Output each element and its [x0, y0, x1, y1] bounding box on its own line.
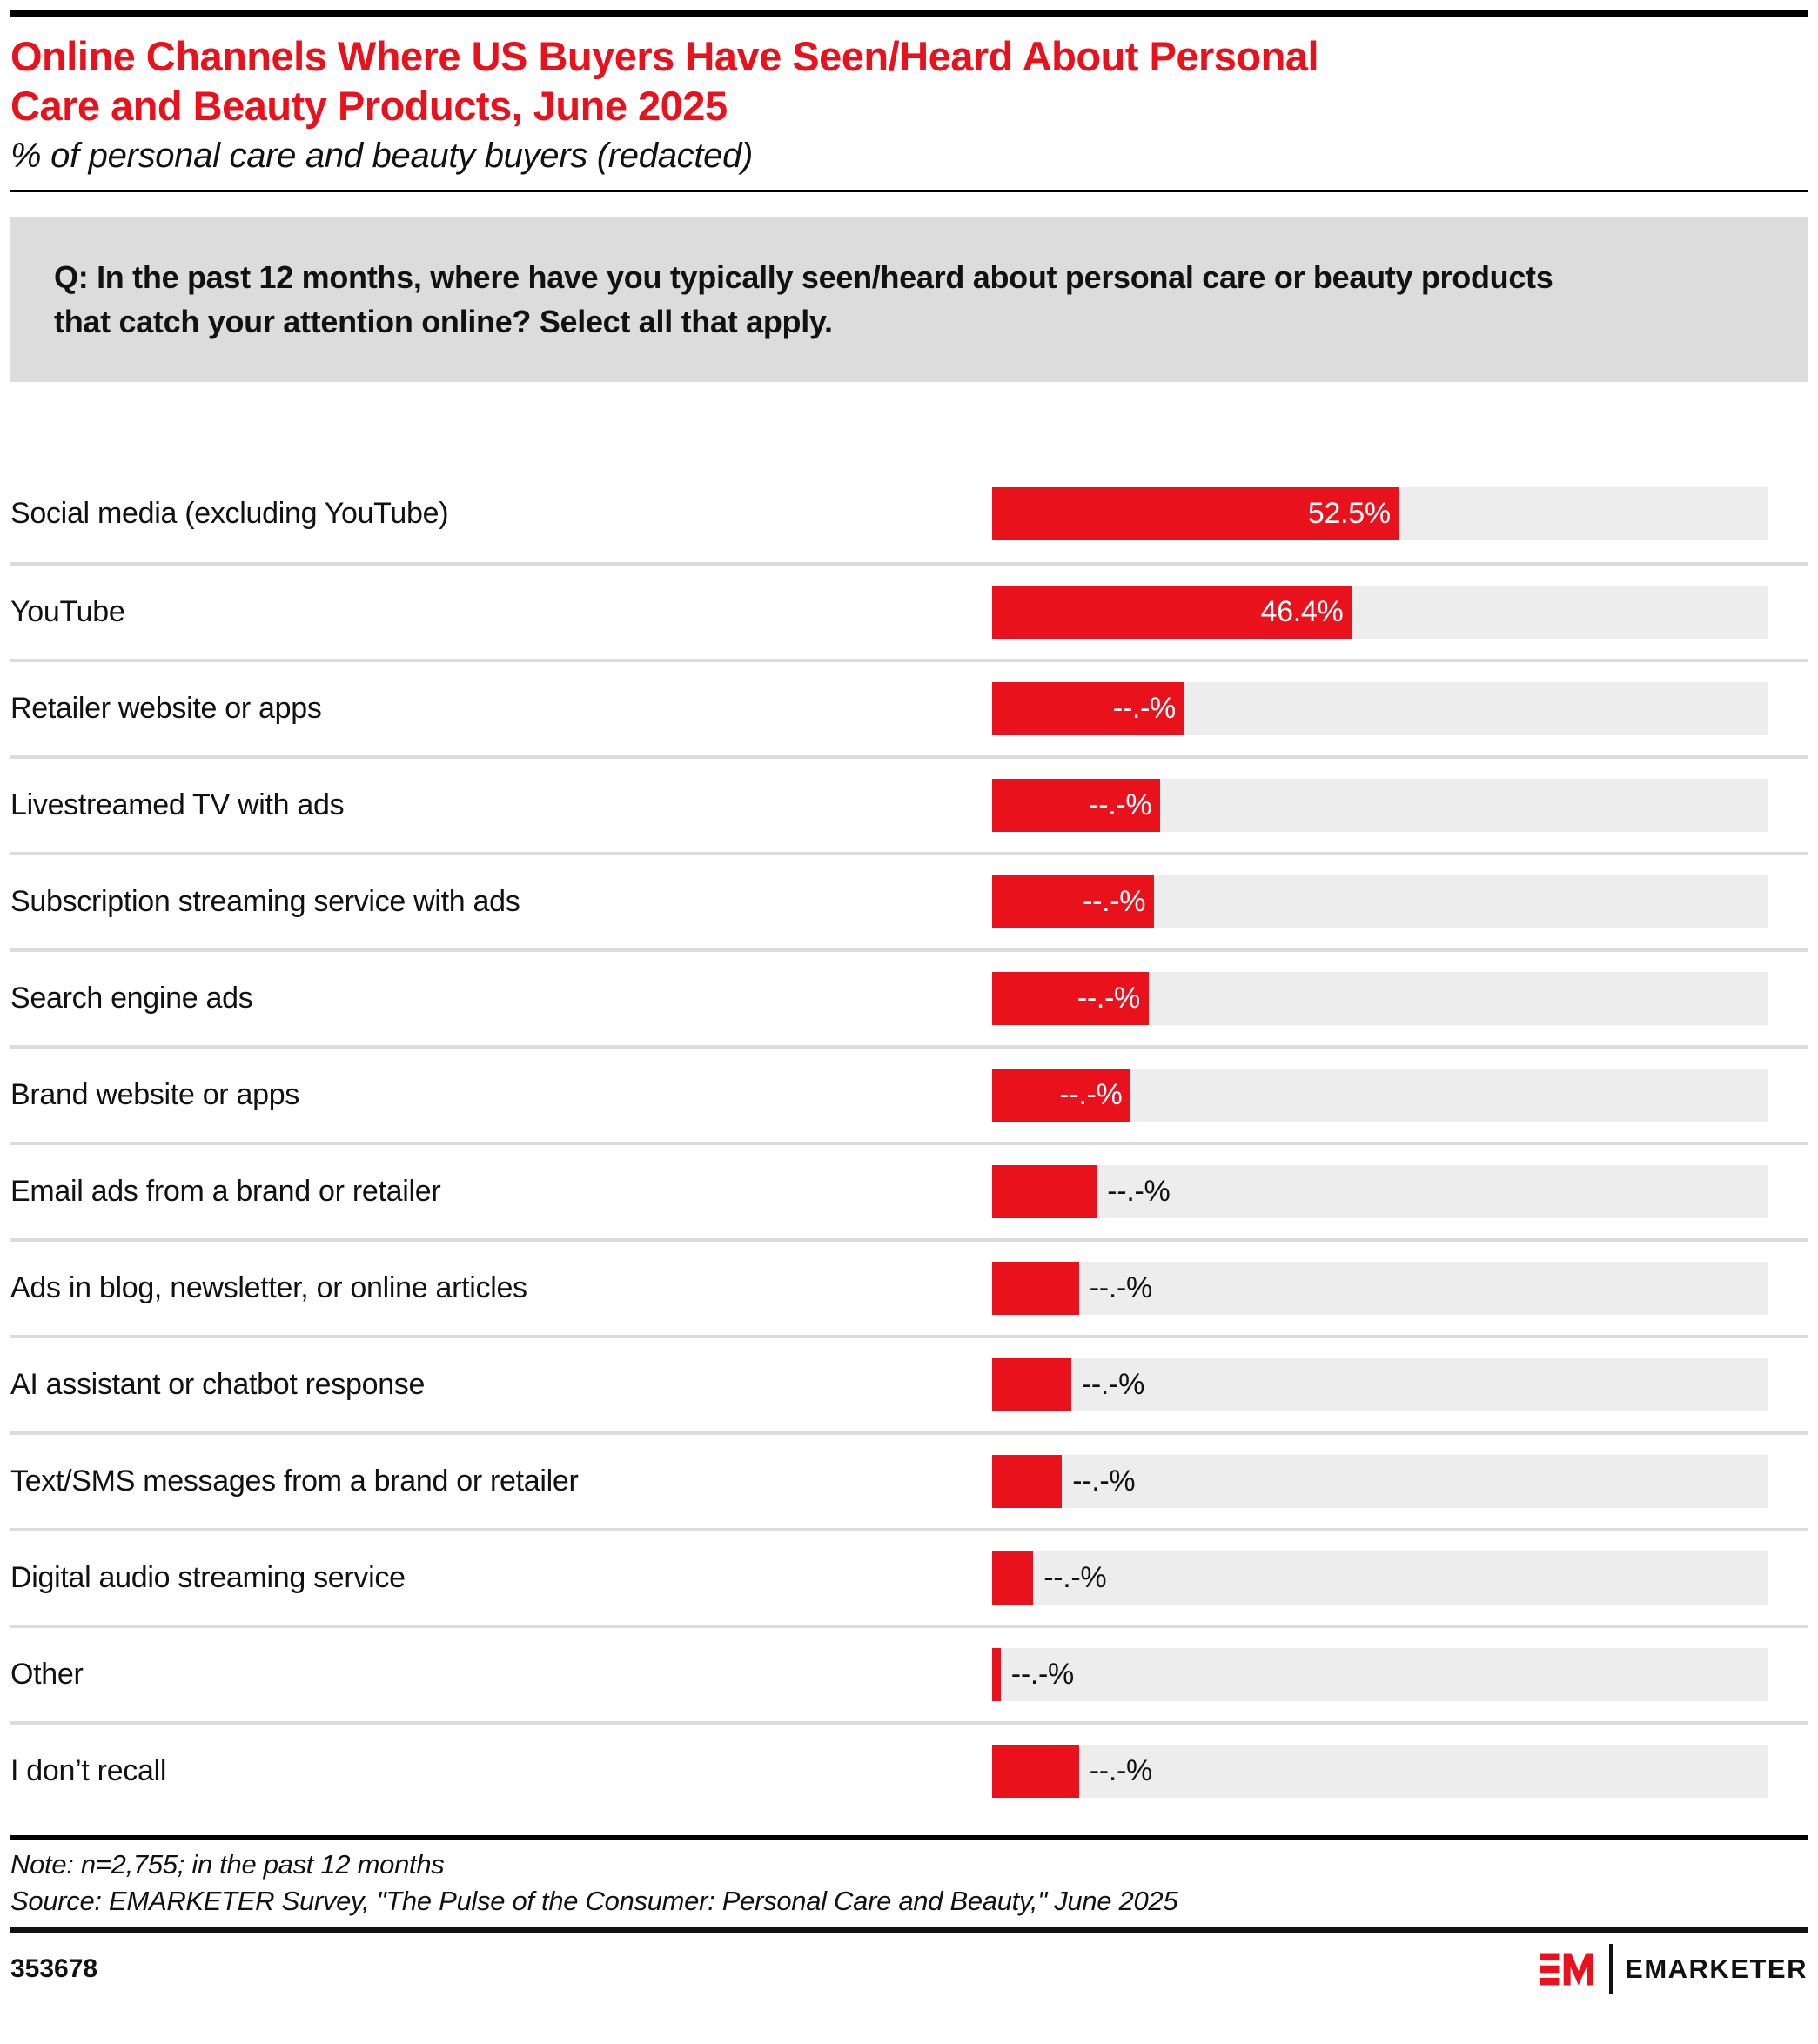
bar-fill	[992, 1358, 1071, 1411]
chart-bottom-divider	[10, 1835, 1808, 1840]
bar-track	[992, 972, 1768, 1025]
bar-value-label: --.-%	[1083, 884, 1146, 918]
bar-track	[992, 1069, 1768, 1122]
category-label: YouTube	[10, 594, 125, 628]
header-divider	[10, 190, 1808, 192]
bar-track	[992, 1648, 1768, 1701]
bar-fill	[992, 1551, 1033, 1605]
page-subtitle: % of personal care and beauty buyers (redacted)	[10, 136, 754, 175]
category-label: Text/SMS messages from a brand or retailer	[10, 1464, 579, 1498]
notes-block	[10, 1846, 1808, 1920]
category-label: Brand website or apps	[10, 1077, 300, 1111]
top-rule	[10, 10, 1808, 17]
bar-value-label: --.-%	[1107, 1174, 1171, 1208]
category-label: Retailer website or apps	[10, 691, 322, 725]
category-label: Digital audio streaming service	[10, 1560, 406, 1594]
category-label: Subscription streaming service with ads	[10, 884, 520, 918]
source-text: Source: EMARKETER Survey, "The Pulse of the Consumer: Personal Care and Beauty," June 2025	[10, 1885, 1178, 1916]
chart-row	[10, 1238, 1808, 1335]
bar-fill	[992, 972, 1149, 1025]
bar-track	[992, 487, 1768, 540]
bar-value-label: 52.5%	[1307, 496, 1391, 530]
bar-track	[992, 1358, 1768, 1411]
em-monogram-icon	[1540, 1945, 1597, 1994]
bar-fill	[992, 779, 1160, 832]
survey-question-box	[10, 217, 1808, 382]
category-label: AI assistant or chatbot response	[10, 1367, 426, 1401]
bar-fill	[992, 1262, 1079, 1315]
category-label: Search engine ads	[10, 981, 253, 1015]
note-text: Note: n=2,755; in the past 12 months	[10, 1848, 445, 1880]
chart-row	[10, 659, 1808, 755]
bar-track	[992, 1455, 1768, 1508]
bar-value-label: --.-%	[1043, 1560, 1107, 1594]
survey-question-text: Q: In the past 12 months, where have you typically seen/heard about personal care or beauty products that catch your attention online? Select all that apply.	[54, 258, 1553, 339]
chart-row	[10, 852, 1808, 948]
bar-value-label: --.-%	[1059, 1077, 1123, 1111]
bar-track	[992, 1745, 1768, 1798]
bar-fill	[992, 682, 1184, 735]
bar-track	[992, 1165, 1768, 1218]
footer	[10, 1944, 1808, 1994]
category-label: I don’t recall	[10, 1753, 167, 1787]
bar-fill	[992, 586, 1352, 639]
bar-value-label: --.-%	[1081, 1367, 1145, 1401]
bar-fill	[992, 487, 1399, 540]
chart-row	[10, 1142, 1808, 1238]
bar-fill	[992, 1165, 1097, 1218]
chart-row	[10, 1625, 1808, 1721]
chart-row	[10, 562, 1808, 659]
bar-track	[992, 682, 1768, 735]
bar-fill	[992, 1069, 1130, 1122]
bar-fill	[992, 875, 1154, 928]
footer-divider	[10, 1927, 1808, 1933]
bar-fill	[992, 1648, 1001, 1701]
chart-row	[10, 1431, 1808, 1528]
bar-value-label: --.-%	[1112, 691, 1176, 725]
bar-value-label: --.-%	[1089, 787, 1152, 821]
chart-row	[10, 1721, 1808, 1818]
category-label: Ads in blog, newsletter, or online articles	[10, 1270, 527, 1304]
category-label: Email ads from a brand or retailer	[10, 1174, 441, 1208]
bar-value-label: 46.4%	[1260, 594, 1344, 628]
chart-row	[10, 948, 1808, 1045]
bar-track	[992, 779, 1768, 832]
category-label: Other	[10, 1657, 84, 1691]
emarketer-logo	[1540, 1944, 1808, 1994]
bar-chart	[10, 466, 1808, 1818]
category-label: Social media (excluding YouTube)	[10, 496, 449, 530]
bar-fill	[992, 1745, 1079, 1798]
bar-value-label: --.-%	[1089, 1270, 1152, 1304]
bar-track	[992, 586, 1768, 639]
bar-value-label: --.-%	[1072, 1464, 1136, 1498]
page-title: Online Channels Where US Buyers Have Seen/Heard About Personal Care and Beauty Products, June 2025	[10, 33, 1319, 130]
bar-fill	[992, 1455, 1062, 1508]
chart-row	[10, 1335, 1808, 1431]
bar-value-label: --.-%	[1077, 981, 1140, 1015]
chart-row	[10, 1528, 1808, 1625]
logo-divider	[1609, 1944, 1613, 1994]
bar-value-label: --.-%	[1089, 1753, 1152, 1787]
bar-track	[992, 875, 1768, 928]
bar-track	[992, 1551, 1768, 1605]
bar-track	[992, 1262, 1768, 1315]
chart-row	[10, 466, 1808, 562]
bar-value-label: --.-%	[1010, 1657, 1074, 1691]
chart-id: 353678	[10, 1954, 98, 1983]
category-label: Livestreamed TV with ads	[10, 787, 345, 821]
brand-wordmark: EMARKETER	[1625, 1953, 1808, 1984]
chart-row	[10, 1045, 1808, 1142]
chart-row	[10, 755, 1808, 852]
